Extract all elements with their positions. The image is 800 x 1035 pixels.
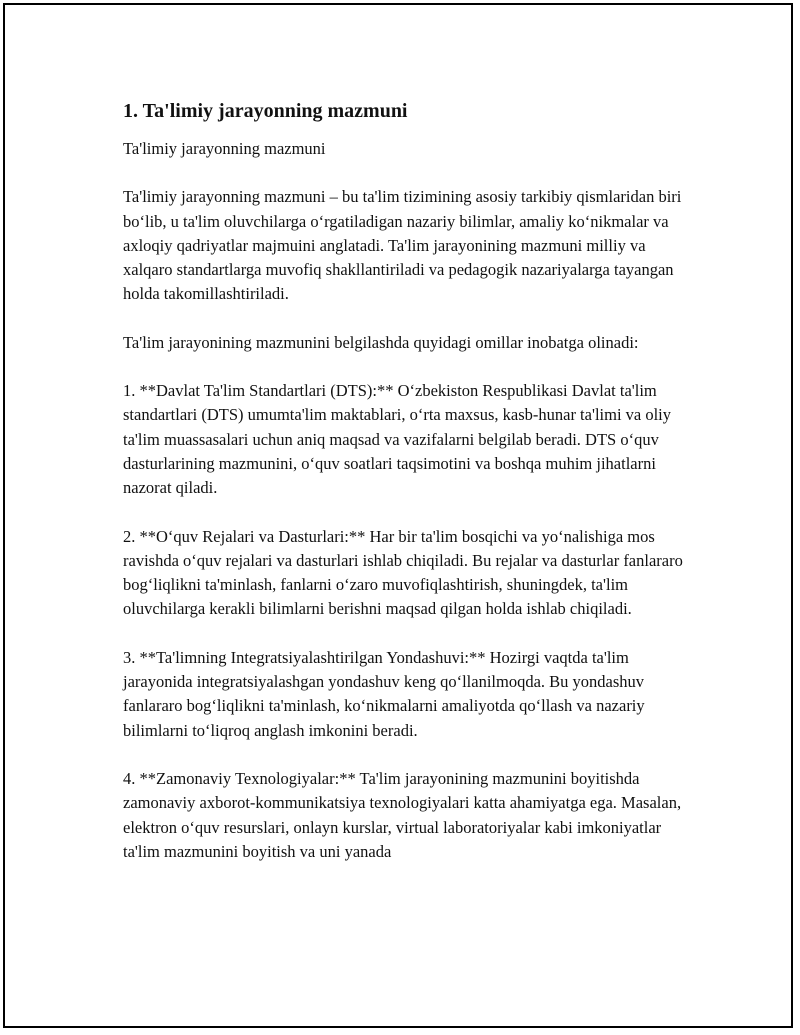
list-item-curricula: 2. **O‘quv Rejalari va Dasturlari:** Har bir ta'lim bosqichi va yo‘nalishiga mos ravishda o‘quv rejalari va dasturlari ishlab chiqiladi. Bu rejalar va dasturlar fanlararo bog‘liqlikni ta'minlash, fanlarni o‘zaro muvofiqlashtirish, shuningdek, ta'lim oluvchilarga kerakli bilimlarni berishni maqsad qilgan holda ishlab chiqiladi. bbox=[123, 526, 683, 619]
document-heading: 1. Ta'limiy jarayonning mazmuni bbox=[123, 100, 408, 122]
intro-paragraph: Ta'limiy jarayonning mazmuni – bu ta'lim tizimining asosiy tarkibiy qismlaridan biri bo‘lib, u ta'lim oluvchilarga o‘rgatiladigan nazariy bilimlar, amaliy ko‘nikmalar va axloqiy qadriyatlar majmuini anglatadi. Ta'lim jarayonining mazmuni milliy va xalqaro standartlarga muvofiq shakllantiriladi va pedagogik nazariyalarga tayangan holda takomillashtiriladi. bbox=[123, 187, 682, 304]
factors-intro-paragraph: Ta'lim jarayonining mazmunini belgilashda quyidagi omillar inobatga olinadi: bbox=[123, 332, 639, 352]
list-item-modern-technologies: 4. **Zamonaviy Texnologiyalar:** Ta'lim jarayonining mazmunini boyitishda zamonaviy axborot-kommunikatsiya texnologiyalari katta ahamiyatga ega. Masalan, elektron o‘quv resurslari, onlayn kurslar, virtual laboratoriyalar kabi imkoniyatlar ta'lim mazmunini boyitish va uni yanada bbox=[123, 768, 682, 861]
page-frame bbox=[3, 3, 793, 1028]
list-item-dts: 1. **Davlat Ta'lim Standartlari (DTS):** O‘zbekiston Respublikasi Davlat ta'lim standartlari (DTS) umumta'lim maktablari, o‘rta maxsus, kasb-hunar ta'limi va oliy ta'lim muassasalari uchun aniq maqsad va vazifalarni belgilab beradi. DTS o‘quv dasturlarining mazmunini, o‘quv soatlari taqsimotini va boshqa muhim jihatlarni nazorat qiladi. bbox=[123, 381, 672, 498]
list-item-integrated-approach: 3. **Ta'limning Integratsiyalashtirilgan Yondashuvi:** Hozirgi vaqtda ta'lim jarayonida integratsiyalashgan yondashuv keng qo‘llanilmoqda. Bu yondashuv fanlararo bog‘liqlikni ta'minlash, ko‘nikmalarni amaliyotda qo‘llash va nazariy bilimlarni to‘liqroq anglash imkonini beradi. bbox=[123, 647, 645, 740]
document-body bbox=[123, 97, 693, 888]
subtitle-paragraph: Ta'limiy jarayonning mazmuni bbox=[123, 139, 326, 158]
